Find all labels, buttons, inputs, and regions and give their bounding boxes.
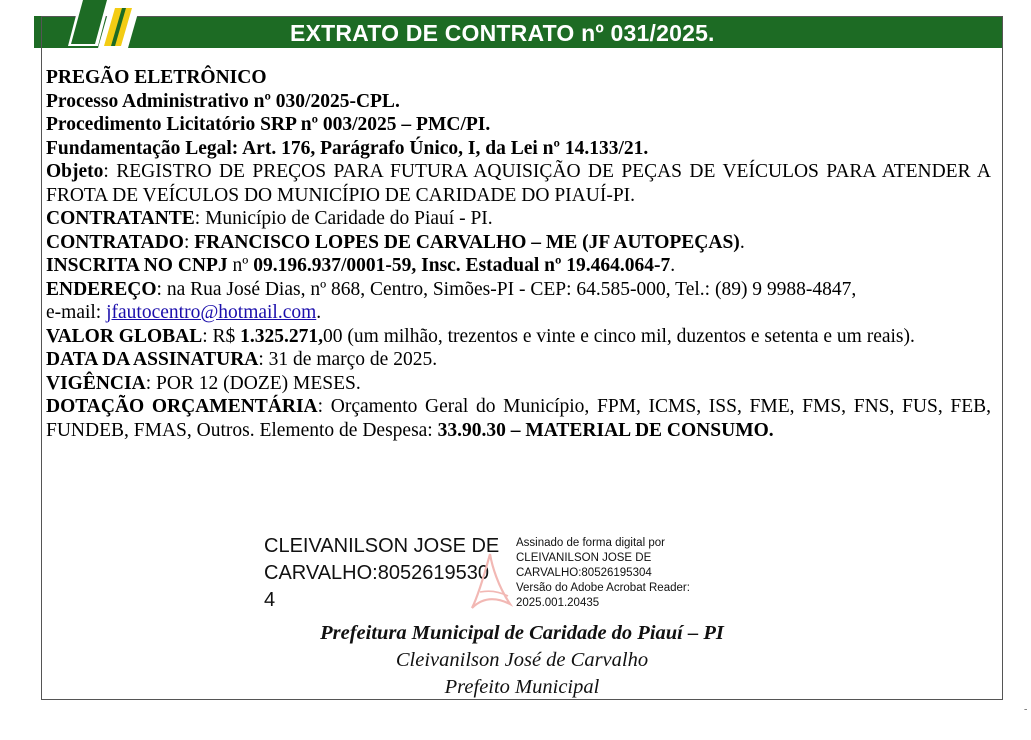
global-value-line — [46, 325, 991, 349]
budget-line — [46, 395, 991, 442]
contractor-label: CONTRATANTE — [46, 208, 195, 229]
cnpj-end: . — [670, 255, 676, 276]
signature-date-text: : 31 de março de 2025. — [258, 349, 438, 370]
footer-role: Prefeito Municipal — [444, 676, 600, 698]
address-text: : na Rua José Dias, nº 868, Centro, Simões-PI - CEP: 64.585-000, Tel.: (89) 9 9988-4847, — [156, 278, 857, 300]
sig-detail-5: 2025.001.20435 — [516, 597, 600, 609]
contracted-label: CONTRATADO — [46, 231, 184, 253]
object-line — [46, 160, 991, 207]
validity-text: : POR 12 (DOZE) MESES. — [145, 372, 361, 394]
validity-label: VIGÊNCIA — [46, 372, 146, 394]
contracted-line — [46, 231, 991, 255]
budget-label: DOTAÇÃO ORÇAMENTÁRIA — [46, 396, 318, 417]
address-line — [46, 278, 991, 302]
contracted-end: . — [739, 231, 745, 253]
global-value-amount: 1.325.271, — [240, 325, 324, 347]
process-line — [46, 90, 991, 114]
cnpj-no: nº — [227, 255, 254, 276]
object-label: Objeto — [46, 161, 104, 182]
legal-basis-line — [46, 137, 991, 161]
signature-date-label: DATA DA ASSINATURA — [46, 349, 259, 370]
sig-detail-4: Versão do Adobe Acrobat Reader: — [516, 582, 690, 594]
contracted-sep: : — [183, 231, 195, 253]
email-line — [46, 301, 991, 325]
contractor-text: : Município de Caridade do Piauí - PI. — [194, 208, 493, 229]
contracted-name: FRANCISCO LOPES DE CARVALHO – ME (JF AUTOPEÇAS) — [194, 231, 740, 253]
document-title: EXTRATO DE CONTRATO nº 031/2025. — [290, 20, 715, 46]
cnpj-label: INSCRITA NO CNPJ — [46, 255, 228, 276]
sig-detail-3: CARVALHO:80526195304 — [516, 567, 652, 579]
signature-footer — [41, 620, 1003, 701]
cnpj-line — [46, 254, 991, 278]
sig-detail-1: Assinado de forma digital por — [516, 537, 665, 549]
footer-person: Cleivanilson José de Carvalho — [395, 649, 649, 671]
address-label: ENDEREÇO — [46, 278, 157, 300]
process-text: Processo Administrativo nº 030/2025-CPL. — [46, 90, 400, 112]
sig-detail-2: CLEIVANILSON JOSE DE — [516, 552, 652, 564]
modality-line — [46, 66, 991, 90]
modality-text: PREGÃO ELETRÔNICO — [46, 67, 267, 88]
signer-name-line3: 4 — [264, 589, 276, 611]
validity-line — [46, 372, 991, 396]
legal-basis-text: Fundamentação Legal: Art. 176, Parágrafo Único, I, da Lei nº 14.133/21. — [46, 137, 649, 159]
global-value-prefix: : R$ — [202, 325, 241, 347]
signer-name-line1: CLEIVANILSON JOSE DE — [264, 535, 500, 557]
cnpj-value: 09.196.937/0001-59, Insc. Estadual nº 19.464.064-7 — [253, 255, 671, 276]
edge-mark: - — [1024, 704, 1028, 715]
email-end: . — [316, 302, 322, 323]
signer-name-line2: CARVALHO:8052619530 — [264, 562, 489, 584]
budget-text: : Orçamento Geral do Município, FPM, ICMS, ISS, FME, FMS, FNS, FUS, FEB, FUNDEB, FMAS, Outros. Elemento de Despesa: — [46, 396, 992, 441]
object-text: : REGISTRO DE PREÇOS PARA FUTURA AQUISIÇÃO DE PEÇAS DE VEÍCULOS PARA ATENDER A FROTA DE VEÍCULOS DO MUNICÍPIO DE CARIDADE DO PIAUÍ-PI. — [46, 161, 991, 206]
contract-body — [46, 66, 991, 442]
procedure-text: Procedimento Licitatório SRP nº 003/2025 – PMC/PI. — [46, 114, 491, 135]
email-label: e-mail: — [46, 302, 107, 323]
global-value-text: 00 (um milhão, trezentos e vinte e cinco mil, duzentos e setenta e um reais). — [323, 325, 915, 347]
budget-element: 33.90.30 – MATERIAL DE CONSUMO. — [437, 419, 774, 441]
procedure-line — [46, 113, 991, 137]
email-link[interactable]: jfautocentro@hotmail.com — [106, 302, 317, 323]
footer-organization: Prefeitura Municipal de Caridade do Piauí – PI — [320, 622, 724, 644]
signature-date-line — [46, 348, 991, 372]
digital-signature-details — [516, 536, 746, 611]
contractor-line — [46, 207, 991, 231]
stripes-logo — [60, 0, 150, 64]
global-value-label: VALOR GLOBAL — [46, 325, 203, 347]
